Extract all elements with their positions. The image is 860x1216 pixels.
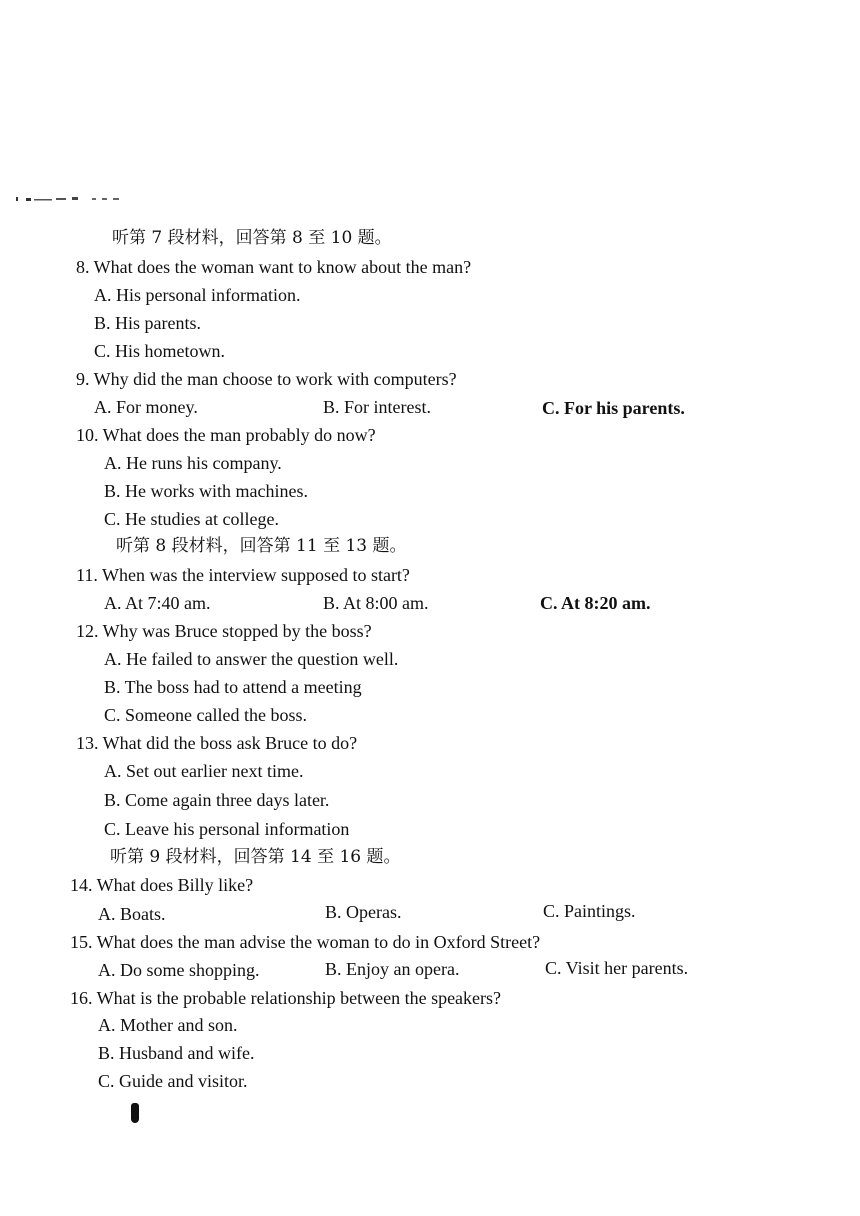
question-11-option-c: C. At 8:20 am. bbox=[540, 593, 651, 613]
section-header-9: 听第 9 段材料，回答第 14 至 16 题。 bbox=[110, 847, 401, 867]
question-13-option-a: A. Set out earlier next time. bbox=[104, 761, 304, 781]
question-13-stem: 13. What did the boss ask Bruce to do? bbox=[76, 733, 358, 753]
question-11-option-a: A. At 7:40 am. bbox=[104, 593, 211, 613]
question-16-option-b: B. Husband and wife. bbox=[98, 1043, 255, 1063]
question-12-option-c: C. Someone called the boss. bbox=[104, 705, 307, 725]
question-9-stem: 9. Why did the man choose to work with computers? bbox=[76, 369, 457, 389]
question-16-option-a: A. Mother and son. bbox=[98, 1015, 238, 1035]
question-13-option-b: B. Come again three days later. bbox=[104, 790, 330, 810]
question-15-option-a: A. Do some shopping. bbox=[98, 960, 260, 980]
question-15-option-b: B. Enjoy an opera. bbox=[325, 959, 460, 979]
question-9-option-a: A. For money. bbox=[94, 397, 198, 417]
question-15-stem: 15. What does the man advise the woman to do in Oxford Street? bbox=[70, 932, 541, 952]
question-12-stem: 12. Why was Bruce stopped by the boss? bbox=[76, 621, 372, 641]
question-14-option-b: B. Operas. bbox=[325, 902, 402, 922]
question-10-option-b: B. He works with machines. bbox=[104, 481, 308, 501]
question-10-option-c: C. He studies at college. bbox=[104, 509, 279, 529]
section-header-7: 听第 7 段材料，回答第 8 至 10 题。 bbox=[112, 228, 392, 248]
question-14-option-c: C. Paintings. bbox=[543, 901, 636, 921]
question-8-stem: 8. What does the woman want to know about the man? bbox=[76, 257, 472, 277]
question-9-option-b: B. For interest. bbox=[323, 397, 431, 417]
question-14-option-a: A. Boats. bbox=[98, 904, 166, 924]
question-10-option-a: A. He runs his company. bbox=[104, 453, 282, 473]
question-12-option-b: B. The boss had to attend a meeting bbox=[104, 677, 362, 697]
question-13-option-c: C. Leave his personal information bbox=[104, 819, 350, 839]
question-16-option-c: C. Guide and visitor. bbox=[98, 1071, 248, 1091]
question-12-option-a: A. He failed to answer the question well. bbox=[104, 649, 399, 669]
question-14-stem: 14. What does Billy like? bbox=[70, 875, 254, 895]
scan-artifact-marks bbox=[14, 194, 124, 204]
question-15-option-c: C. Visit her parents. bbox=[545, 958, 689, 978]
ink-blot-mark bbox=[131, 1103, 139, 1123]
question-8-option-a: A. His personal information. bbox=[94, 285, 301, 305]
question-9-option-c: C. For his parents. bbox=[542, 398, 685, 418]
question-8-option-b: B. His parents. bbox=[94, 313, 201, 333]
question-16-stem: 16. What is the probable relationship between the speakers? bbox=[70, 988, 502, 1008]
section-header-8: 听第 8 段材料，回答第 11 至 13 题。 bbox=[116, 536, 407, 556]
question-11-stem: 11. When was the interview supposed to start? bbox=[76, 565, 410, 585]
question-11-option-b: B. At 8:00 am. bbox=[323, 593, 429, 613]
question-10-stem: 10. What does the man probably do now? bbox=[76, 425, 376, 445]
question-8-option-c: C. His hometown. bbox=[94, 341, 226, 361]
